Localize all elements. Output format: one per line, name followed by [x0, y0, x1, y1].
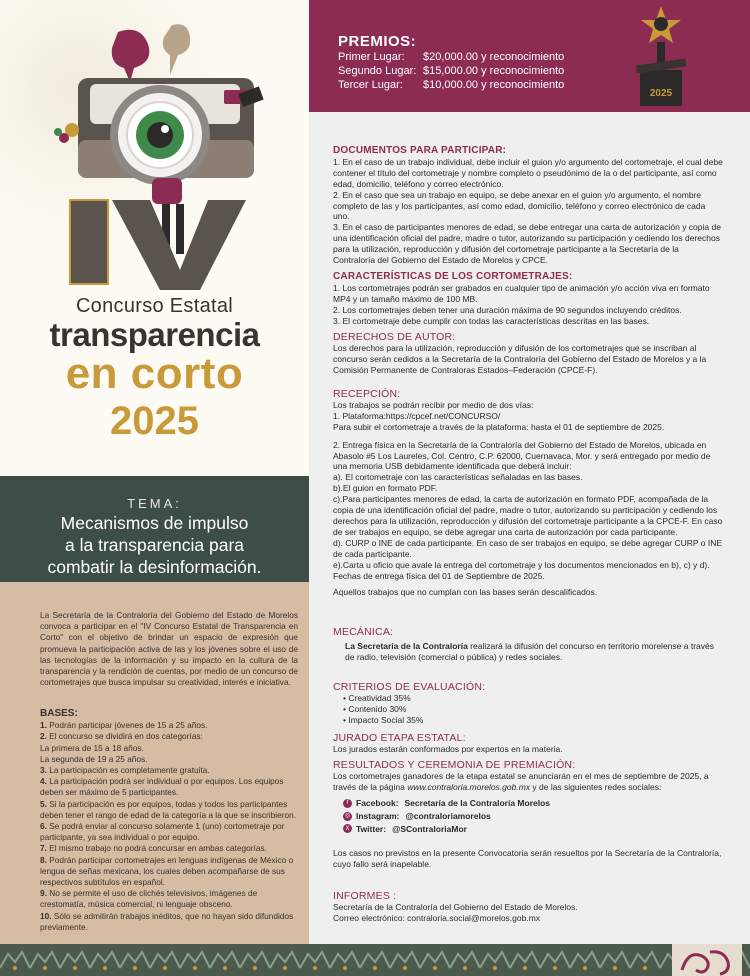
bases-section	[40, 708, 300, 933]
resultados-section	[333, 760, 723, 870]
bases-item-text: La participación es completamente gratuita.	[49, 765, 210, 776]
tema-line1: Mecanismos de impulso	[60, 513, 249, 533]
derechos-p1: Los derechos para la utilización, reproducción y difusión de los cortometrajes que se inscriban al concurso serán cedidos a la Secretaría de la Contraloría del Gobierno del Estado de Morelos y a la Comisión Permanente de Contraloras Estados–Federación (CPCE-F).	[333, 342, 707, 375]
tema-label: TEMA:	[127, 496, 182, 511]
criterio-text: Contenido 30%	[348, 703, 407, 714]
bases-item	[40, 855, 300, 889]
bases-item-number: 5.	[40, 798, 47, 809]
bases-item	[40, 821, 300, 843]
title-line3: en corto	[65, 349, 244, 398]
social-label: Facebook:	[356, 797, 399, 808]
social-row[interactable]	[343, 811, 723, 822]
resultados-url[interactable]: www.contraloria.morelos.gob.mx	[407, 781, 531, 792]
bases-item-number: 7.	[40, 843, 47, 854]
informes-line2: Correo electrónico: contraloria.social@morelos.gob.mx	[333, 912, 541, 923]
bases-item-text: El mismo trabajo no podrá concursar en ambas categorías.	[49, 843, 267, 854]
twitter-icon: X	[343, 824, 352, 833]
premios-title: PREMIOS:	[338, 33, 417, 50]
bases-item	[40, 720, 300, 731]
instagram-icon: ◎	[344, 812, 351, 819]
facebook-icon: f	[343, 799, 352, 808]
criterio-text: Creatividad 35%	[348, 692, 411, 703]
criterios-list	[333, 693, 723, 726]
trophy-icon	[626, 0, 696, 112]
documentos-section	[333, 146, 723, 266]
informes-section	[333, 891, 723, 924]
bases-item	[40, 843, 300, 854]
prize-row-1	[338, 51, 565, 63]
bases-item-text: Sólo se admitirán trabajos inéditos, que no hayan sido difundidos previamente.	[40, 910, 294, 932]
resultados-text	[333, 771, 723, 793]
bases-item-number: 4.	[40, 776, 47, 787]
resultados-text2: y de las siguientes redes sociales:	[530, 781, 662, 792]
social-row[interactable]	[343, 824, 723, 835]
criterios-title: CRITERIOS DE EVALUACIÓN:	[333, 681, 486, 693]
recepcion-p4: 2. Entrega física en la Secretaría de la Contraloría del Gobierno del Estado de Morelos, ubicada en Abasolo #5 Los Laureles, Col. Centro, C.P. 62000, Cuernavaca, Mor. y será entregado por medio de una memoria USB debidamente identificada que deberá incluir:	[333, 439, 711, 472]
documentos-p2: 2. En el caso que sea un trabajo en equipo, se debe anexar en el guion y/o argumento, el nombre completo de las y los participantes, así como edad, domicilio, teléfono y correo electrónico de cada uno.	[333, 189, 706, 222]
title-year: 2025	[110, 399, 199, 443]
social-handle[interactable]: @contraloriamorelos	[405, 810, 491, 821]
ornament-pattern	[0, 948, 750, 972]
recepcion-p1: Los trabajos se podrán recibir por medio de dos vías:	[333, 399, 534, 410]
speech-bubble-tan	[163, 24, 190, 75]
bases-item-text: No se permite el uso de clichés televisivos, imágenes de crestomatía, música comercial, ni lenguaje obsceno.	[40, 888, 258, 910]
bases-item	[40, 888, 300, 910]
mecanica-rest: realizará la difusión del concurso en territorio morelense a través de radio, televisión (comercial o pública) y redes sociales.	[345, 640, 714, 662]
title-line2: transparencia	[49, 316, 260, 353]
bases-item-number: 10.	[40, 910, 52, 921]
bases-item-number: 2.	[40, 731, 47, 742]
prize-amount: $20,000.00 y reconocimiento	[423, 51, 565, 63]
social-list	[333, 798, 723, 835]
caracteristicas-p2: 2. Los cortometrajes deben tener una duración máxima de 90 segundos incluyendo créditos.	[333, 304, 682, 315]
resultados-title: RESULTADOS Y CEREMONIA DE PREMIACIÓN:	[333, 759, 576, 771]
documentos-p1: 1. En el caso de un trabajo individual, debe incluir el guion y/o argumento del cortometraje, el cual debe contener el título del cortometraje y nombre completo o pseudónimo de la o del participante, así como edad, domicilio, teléfono y correo electrónico.	[333, 156, 723, 189]
bases-item-text: La primera de 15 a 18 años.	[40, 742, 144, 753]
derechos-title: DERECHOS DE AUTOR:	[333, 331, 456, 343]
documentos-title: DOCUMENTOS PARA PARTICIPAR:	[333, 145, 507, 156]
resultados-note: Los casos no previstos en la presente Convocatoria serán resueltos por la Secretaría de la Contraloría, cuyo fallo será inapelable.	[333, 848, 722, 870]
bases-item-text: Podrán participar cortometrajes en lenguas indígenas de México o lengua de señas mexicana, los cuales deben acompañarse de sus respectivos subtítulos en español.	[40, 854, 294, 888]
recepcion-e: e).Carta u oficio que avale la entrega del cortometraje y los documentos mencionados en b), c) y d). Fechas de entrega física del 01 de Septiembre de 2025.	[333, 559, 710, 581]
bases-item	[40, 799, 300, 821]
bases-item-text: Si la participación es por equipos, todas y todos los participantes deben tener el rango de edad de la categoría a la que se inscribieron.	[40, 798, 297, 820]
title-line1: Concurso Estatal	[75, 295, 234, 317]
informes-title: INFORMES :	[333, 890, 397, 902]
bases-item-number: 1.	[40, 720, 47, 731]
logo-panel	[0, 0, 309, 476]
bases-item-number: 6.	[40, 821, 47, 832]
recepcion-p3: Para subir el cortometraje a través de la plataforma: hasta el 01 de septiembre de 2025.	[333, 421, 665, 432]
recepcion-b: b).El guion en formato PDF.	[333, 483, 438, 494]
ornament-glyph-icon	[672, 944, 742, 976]
contest-title	[0, 295, 309, 444]
derechos-section	[333, 332, 723, 376]
informes-line1: Secretaría de la Contraloría del Gobierno del Estado de Morelos.	[333, 901, 578, 912]
bases-item	[40, 731, 300, 742]
recepcion-f: Aquellos trabajos que no cumplan con las bases serán descalificados.	[333, 587, 598, 598]
mecanica-title: MECÁNICA:	[333, 626, 394, 638]
caracteristicas-section	[333, 272, 723, 327]
criterio-item	[343, 693, 723, 704]
jurado-section	[333, 733, 723, 755]
criterio-item	[343, 715, 723, 726]
mecanica-text	[333, 641, 723, 663]
prize-place: Primer Lugar:	[338, 51, 405, 63]
tema-band	[0, 476, 309, 582]
recepcion-title: RECEPCIÓN:	[333, 388, 401, 400]
intro-paragraph: La Secretaría de la Contraloría del Gobierno del Estado de Morelos convoca a participar en el "IV Concurso Estatal de Transparencia en Corto" con el objetivo de brindar un espacio de expresión que promueva la participación activa de las y los jóvenes sobre el uso de las tecnologías de la información y su impacto en la cultura de la transparencia y la rendición de cuentas, por medio de un concurso de cortometrajes que busca impulsar su creatividad, interés e iniciativa.	[40, 610, 298, 688]
bases-title: BASES:	[40, 708, 78, 719]
bases-list	[40, 720, 300, 933]
jurado-text: Los jurados estarán conformados por expertos en la materia.	[333, 743, 563, 754]
prize-place: Tercer Lugar:	[338, 79, 403, 91]
bases-item-number: 3.	[40, 765, 47, 776]
bases-item	[40, 911, 300, 933]
bases-item-text: Podrán participar jóvenes de 15 a 25 años.	[49, 720, 208, 731]
criterio-text: Impacto Social 35%	[348, 714, 424, 725]
mecanica-bold: La Secretaría de la Contraloría	[345, 640, 468, 651]
bases-item-text: El concurso se dividirá en dos categorías:	[49, 731, 203, 742]
speech-bubble-wine	[112, 30, 150, 82]
bases-item	[40, 765, 300, 776]
prize-amount: $15,000.00 y reconocimiento	[423, 65, 565, 77]
bullet-icon: •	[343, 703, 349, 714]
resultados-text1: Los cortometrajes ganadores de la etapa estatal se anunciarán en el mes de septiembre de 2025, a través de la página	[333, 770, 709, 792]
premios-band	[309, 0, 750, 112]
prize-row-2	[338, 65, 565, 77]
recepcion-p2: 1. Plataforma:https://cpcef.net/CONCURSO/	[333, 410, 501, 421]
social-label: Twitter:	[356, 823, 387, 834]
bases-item	[40, 776, 300, 798]
bases-item-text: La participación podrá ser individual o por equipos. Los equipos deben ser máximo de 5 participantes.	[40, 776, 284, 798]
bullet-icon: •	[343, 714, 349, 725]
jurado-title: JURADO ETAPA ESTATAL:	[333, 732, 466, 744]
bases-item-text: La segunda de 19 a 25 años.	[40, 753, 148, 764]
caracteristicas-title: CARACTERÍSTICAS DE LOS CORTOMETRAJES:	[333, 271, 573, 282]
social-handle[interactable]: Secretaría de la Contraloría Morelos	[404, 797, 551, 808]
trophy-year: 2025	[649, 88, 673, 99]
bullet-icon: •	[343, 692, 349, 703]
prize-amount: $10,000.00 y reconocimiento	[423, 79, 565, 91]
social-handle[interactable]: @SContraloriaMor	[392, 823, 467, 834]
tema-line2: a la transparencia para	[65, 535, 244, 555]
mecanica-section	[333, 627, 723, 663]
camera-illustration	[0, 0, 309, 300]
prize-place: Segundo Lugar:	[338, 65, 417, 77]
recepcion-a: a). El cortometraje con las características señaladas en las bases.	[333, 472, 583, 483]
recepcion-c: c).Para participantes menores de edad, la carta de autorización en formato PDF, acompañada de la copia de una identificación oficial del padre, madre o tutor, autorizando su participación y cediendo los derechos para la utilización, reproducción y difusión del cortometraje participante a la CPCE-F. En caso de ser trabajos en equipo, se debe agregar una carta de autorización por cada participante.	[333, 494, 723, 537]
social-label: Instagram:	[356, 810, 400, 821]
criterio-item	[343, 704, 723, 715]
bases-item	[40, 743, 300, 754]
recepcion-d: d). CURP o INE de cada participante. En caso de ser trabajos en equipo, se debe agregar CURP o INE de cada participante.	[333, 537, 723, 559]
social-row[interactable]	[343, 798, 723, 809]
bases-item-text: Se podrá enviar al concurso solamente 1 (uno) cortometraje por participante, ya sea individual o por equipo.	[40, 821, 285, 843]
tema-line3: combatir la desinformación.	[47, 557, 262, 577]
bases-item	[40, 754, 300, 765]
documentos-p3: 3. En el caso de participantes menores de edad, se debe entregar una carta de autorización y copia de una identificación oficial del padre, madre o tutor, autorizando su participación y cediendo los derechos para la utilización, reproducción y difusión del cortometraje participante a la Secretaría de la Contraloría del Gobierno del Estado de Morelos y CPCE.	[333, 222, 721, 266]
criterios-section	[333, 682, 723, 726]
bases-item-number: 9.	[40, 888, 47, 899]
prize-row-3	[338, 79, 565, 91]
bases-item-number: 8.	[40, 854, 47, 865]
roman-numeral	[70, 200, 246, 290]
caracteristicas-p1: 1. Los cortometrajes podrán ser grabados en cualquier tipo de animación y/o acción viva en formato MP4 y un tamaño máximo de 100 MB.	[333, 282, 710, 304]
bottom-ornament-band	[0, 944, 750, 976]
recepcion-section	[333, 389, 723, 598]
caracteristicas-p3: 3. El cortometraje debe cumplir con todas las características descritas en las bases.	[333, 315, 650, 326]
